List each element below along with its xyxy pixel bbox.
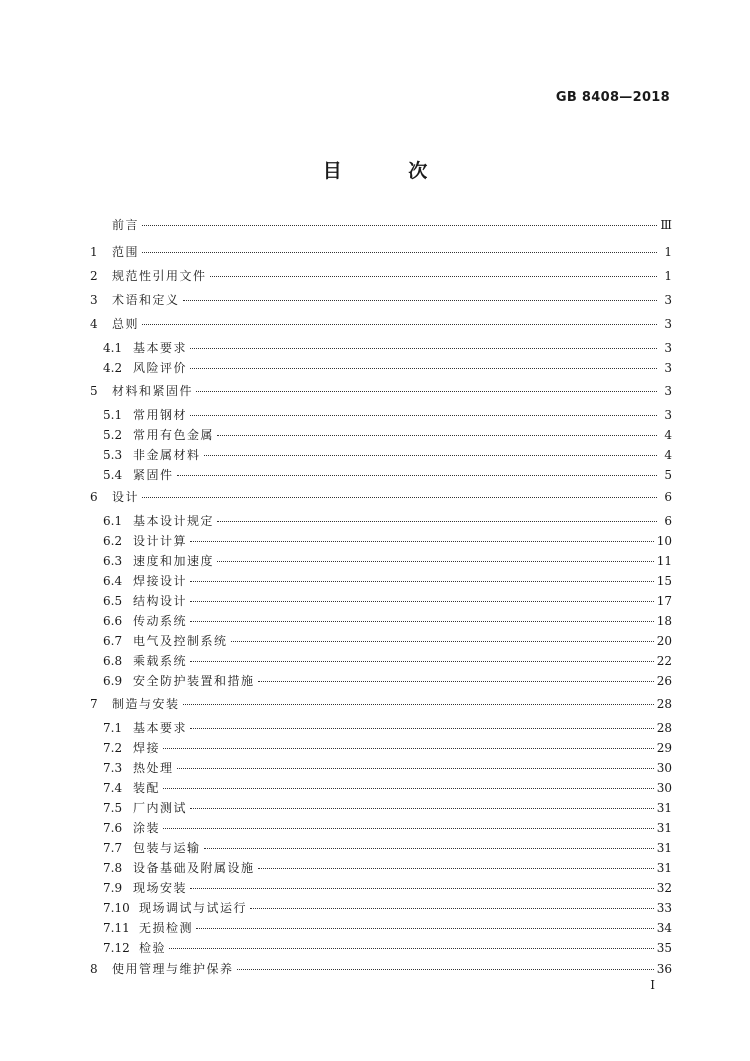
toc-entry[interactable] <box>90 634 672 648</box>
toc-entry-page: 6 <box>664 490 672 504</box>
dot-leader <box>250 907 654 909</box>
toc-entry-label: 制造与安装 <box>112 697 180 711</box>
toc-entry[interactable] <box>90 448 672 462</box>
toc-entry[interactable] <box>90 614 672 628</box>
dot-leader <box>204 847 654 849</box>
dot-leader <box>190 600 654 602</box>
toc-entry-number: 4.1 <box>103 341 123 355</box>
toc-entry-page: 20 <box>656 634 672 648</box>
toc-entry-number: 4 <box>90 317 98 331</box>
dot-leader <box>190 807 654 809</box>
dot-leader <box>190 887 654 889</box>
toc-entry-number: 7.8 <box>103 861 123 875</box>
toc-entry-label: 现场调试与试运行 <box>139 901 248 915</box>
dot-leader <box>190 347 657 349</box>
toc-entry-page: 35 <box>656 941 672 955</box>
toc-entry[interactable] <box>90 341 672 355</box>
toc-entry-number: 7.4 <box>103 781 123 795</box>
toc-entry[interactable] <box>90 408 672 422</box>
toc-entry[interactable] <box>90 594 672 608</box>
dot-leader <box>142 251 657 253</box>
toc-entry-label: 基本要求 <box>133 721 188 735</box>
toc-entry-label: 常用钢材 <box>133 408 188 422</box>
toc-entry-label: 现场安装 <box>133 881 188 895</box>
toc-entry-label: 使用管理与维护保养 <box>112 962 234 976</box>
toc-entry-number: 6.8 <box>103 654 123 668</box>
toc-entry-page: 15 <box>656 574 672 588</box>
toc-entry-number: 7.5 <box>103 801 123 815</box>
toc-entry-number: 5.2 <box>103 428 123 442</box>
dot-leader <box>258 867 654 869</box>
dot-leader <box>190 727 654 729</box>
toc-entry-page: 10 <box>656 534 672 548</box>
toc-entry[interactable] <box>90 761 672 775</box>
dot-leader <box>163 827 654 829</box>
dot-leader <box>177 767 654 769</box>
dot-leader <box>190 580 654 582</box>
toc-entry-number: 5.1 <box>103 408 123 422</box>
dot-leader <box>204 454 657 456</box>
toc-entry-page: 3 <box>664 384 672 398</box>
toc-entry-page: 31 <box>656 861 672 875</box>
toc-entry-number: 2 <box>90 269 98 283</box>
dot-leader <box>169 947 654 949</box>
toc-entry[interactable] <box>90 574 672 588</box>
toc-entry[interactable] <box>90 654 672 668</box>
toc-entry-number: 7.2 <box>103 741 123 755</box>
toc-entry-label: 速度和加速度 <box>133 554 215 568</box>
toc-entry-page: 1 <box>664 269 672 283</box>
toc-entry-page: 17 <box>656 594 672 608</box>
toc-entry-page: 4 <box>664 448 672 462</box>
toc-entry-page: 30 <box>656 781 672 795</box>
toc-entry[interactable] <box>90 861 672 875</box>
toc-entry-page: 26 <box>656 674 672 688</box>
toc-entry-label: 规范性引用文件 <box>112 269 207 283</box>
toc-entry-label: 涂装 <box>133 821 161 835</box>
toc-entry[interactable] <box>90 721 672 735</box>
toc-entry[interactable] <box>90 245 672 259</box>
toc-entry-page: 11 <box>656 554 672 568</box>
toc-entry-label: 紧固件 <box>133 468 174 482</box>
toc-entry[interactable] <box>90 841 672 855</box>
toc-entry-number: 5 <box>90 384 98 398</box>
toc-entry-number: 7 <box>90 697 98 711</box>
toc-entry-page: 28 <box>656 721 672 735</box>
toc-entry-label: 检验 <box>139 941 167 955</box>
toc-entry-page: 3 <box>664 361 672 375</box>
toc-entry-page: 5 <box>664 468 672 482</box>
toc-entry-number: 5.4 <box>103 468 123 482</box>
toc-entry-page: 36 <box>656 962 672 976</box>
toc-entry[interactable] <box>90 674 672 688</box>
toc-entry[interactable] <box>90 941 672 955</box>
toc-entry-label: 范围 <box>112 245 140 259</box>
toc-entry-number: 6 <box>90 490 98 504</box>
dot-leader <box>163 787 654 789</box>
dot-leader <box>217 520 657 522</box>
toc-entry[interactable] <box>90 881 672 895</box>
toc-entry-page: 28 <box>656 697 672 711</box>
toc-entry-label: 基本要求 <box>133 341 188 355</box>
toc-entry[interactable] <box>90 468 672 482</box>
toc-entry-label: 安全防护装置和措施 <box>133 674 255 688</box>
toc-entry-page: 22 <box>656 654 672 668</box>
toc-entry-number: 6.2 <box>103 534 123 548</box>
toc-entry-page: 1 <box>664 245 672 259</box>
dot-leader <box>183 299 657 301</box>
toc-entry-number: 6.6 <box>103 614 123 628</box>
toc-entry-label: 设计 <box>112 490 140 504</box>
dot-leader <box>163 747 654 749</box>
toc-entry[interactable] <box>90 741 672 755</box>
toc-entry-number: 6.9 <box>103 674 123 688</box>
toc-entry[interactable] <box>90 514 672 528</box>
toc-entry-number: 6.5 <box>103 594 123 608</box>
toc-entry[interactable] <box>90 218 672 232</box>
toc-entry[interactable] <box>90 554 672 568</box>
toc-entry-page: 29 <box>656 741 672 755</box>
toc-entry-label: 常用有色金属 <box>133 428 215 442</box>
toc-entry-label: 装配 <box>133 781 161 795</box>
toc-entry[interactable] <box>90 962 672 976</box>
toc-entry-number: 8 <box>90 962 98 976</box>
toc-entry-number: 7.11 <box>103 921 130 935</box>
toc-entry-page: 3 <box>664 293 672 307</box>
dot-leader <box>190 620 654 622</box>
toc-entry-page: 31 <box>656 821 672 835</box>
toc-entry-number: 6.4 <box>103 574 123 588</box>
toc-entry-number: 7.12 <box>103 941 130 955</box>
toc-entry[interactable] <box>90 697 672 711</box>
toc-entry-label: 前言 <box>112 218 140 232</box>
dot-leader <box>190 414 657 416</box>
toc-entry-page: 31 <box>656 801 672 815</box>
toc-entry[interactable] <box>90 428 672 442</box>
toc-entry-page: 33 <box>656 901 672 915</box>
toc-entry[interactable] <box>90 384 672 398</box>
toc-entry[interactable] <box>90 901 672 915</box>
toc-entry[interactable] <box>90 293 672 307</box>
dot-leader <box>217 434 657 436</box>
dot-leader <box>177 474 657 476</box>
dot-leader <box>183 703 654 705</box>
toc-entry-number: 1 <box>90 245 98 259</box>
dot-leader <box>196 390 657 392</box>
toc-entry-page: 4 <box>664 428 672 442</box>
dot-leader <box>190 367 657 369</box>
toc-entry-label: 材料和紧固件 <box>112 384 194 398</box>
toc-entry-number: 3 <box>90 293 98 307</box>
toc-entry-page: 32 <box>656 881 672 895</box>
dot-leader <box>217 560 654 562</box>
toc-entry-page: 31 <box>656 841 672 855</box>
toc-entry-number: 7.7 <box>103 841 123 855</box>
dot-leader <box>237 968 654 970</box>
toc-entry[interactable] <box>90 317 672 331</box>
toc-entry-number: 7.10 <box>103 901 130 915</box>
toc-entry-page: 34 <box>656 921 672 935</box>
toc-entry-number: 7.3 <box>103 761 123 775</box>
toc-entry[interactable] <box>90 490 672 504</box>
toc-entry-page: 30 <box>656 761 672 775</box>
toc-entry[interactable] <box>90 781 672 795</box>
dot-leader <box>210 275 657 277</box>
toc-entry-page: 3 <box>664 317 672 331</box>
toc-entry-number: 4.2 <box>103 361 123 375</box>
toc-entry-label: 焊接设计 <box>133 574 188 588</box>
toc-entry[interactable] <box>90 821 672 835</box>
toc-entry[interactable] <box>90 534 672 548</box>
toc-entry-label: 乘载系统 <box>133 654 188 668</box>
toc-entry[interactable] <box>90 361 672 375</box>
toc-entry-label: 风险评价 <box>133 361 188 375</box>
toc-entry-label: 传动系统 <box>133 614 188 628</box>
toc-entry-label: 设备基础及附属设施 <box>133 861 255 875</box>
toc-entry-label: 热处理 <box>133 761 174 775</box>
toc-entry-number: 7.6 <box>103 821 123 835</box>
dot-leader <box>190 660 654 662</box>
toc-entry-label: 术语和定义 <box>112 293 180 307</box>
toc-entry-label: 总则 <box>112 317 140 331</box>
toc-title: 目 次 <box>322 160 458 182</box>
dot-leader <box>231 640 654 642</box>
toc-entry-number: 6.3 <box>103 554 123 568</box>
toc-entry-label: 包装与运输 <box>133 841 201 855</box>
toc-entry-page: Ⅲ <box>660 218 672 232</box>
dot-leader <box>142 496 657 498</box>
dot-leader <box>190 540 654 542</box>
toc-entry-number: 6.1 <box>103 514 123 528</box>
toc-entry-number: 7.1 <box>103 721 123 735</box>
dot-leader <box>142 323 657 325</box>
toc-entry-label: 结构设计 <box>133 594 188 608</box>
toc-entry-page: 18 <box>656 614 672 628</box>
toc-entry-page: 3 <box>664 341 672 355</box>
dot-leader <box>258 680 654 682</box>
toc-entry-page: 6 <box>664 514 672 528</box>
page-number: I <box>650 978 655 992</box>
toc-entry-label: 焊接 <box>133 741 161 755</box>
toc-entry[interactable] <box>90 801 672 815</box>
toc-entry-label: 厂内测试 <box>133 801 188 815</box>
toc-entry-number: 7.9 <box>103 881 123 895</box>
dot-leader <box>142 224 657 226</box>
standard-number: GB 8408—2018 <box>555 90 670 105</box>
toc-entry-number: 5.3 <box>103 448 123 462</box>
toc-entry-label: 基本设计规定 <box>133 514 215 528</box>
toc-entry-label: 无损检测 <box>139 921 194 935</box>
dot-leader <box>196 927 654 929</box>
toc-entry[interactable] <box>90 269 672 283</box>
toc-entry-page: 3 <box>664 408 672 422</box>
toc-entry-label: 电气及控制系统 <box>133 634 228 648</box>
toc-entry[interactable] <box>90 921 672 935</box>
toc-entry-label: 非金属材料 <box>133 448 201 462</box>
toc-entry-number: 6.7 <box>103 634 123 648</box>
toc-entry-label: 设计计算 <box>133 534 188 548</box>
